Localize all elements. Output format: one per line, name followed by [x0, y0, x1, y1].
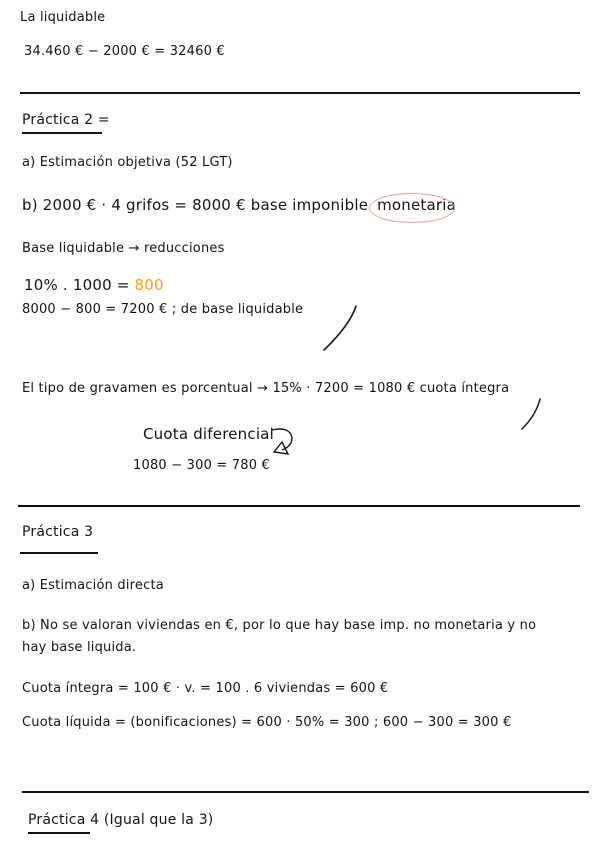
calc-10-percent-result: 800 [134, 276, 164, 294]
calc-10-percent-text: 10% . 1000 = [24, 276, 130, 294]
check-mark-2 [520, 395, 550, 435]
cuota-liquida-line: Cuota líquida = (bonificaciones) = 600 · 50% = 300 ; 600 − 300 = 300 € [22, 715, 512, 730]
practica-4-title: Práctica 4 (Igual que la 3) [28, 812, 214, 828]
highlight-oval [369, 193, 455, 223]
cuota-diferencial-calc: 1080 − 300 = 780 € [133, 458, 271, 473]
section-divider [22, 791, 589, 793]
practica-2-b-text: b) 2000 € · 4 grifos = 8000 € base imponible [22, 196, 369, 214]
cuota-integra-line: Cuota íntegra = 100 € · v. = 100 . 6 viviendas = 600 € [22, 681, 389, 696]
liquidable-calc: 34.460 € − 2000 € = 32460 € [24, 44, 225, 59]
practica-2-a: a) Estimación objetiva (52 LGT) [22, 155, 233, 170]
calc-10-percent [24, 276, 164, 294]
practica-3-b-line1: b) No se valoran viviendas en €, por lo que hay base imp. no monetaria y no [22, 618, 537, 633]
cuota-diferencial-label: Cuota diferencial [143, 425, 274, 443]
practica-3-b-line2: hay base liquida. [22, 640, 137, 655]
title-underline [20, 552, 98, 554]
liquidable-label: La liquidable [20, 10, 106, 25]
arrow-icon [270, 424, 302, 460]
calc-base-liquidable: 8000 − 800 = 7200 € ; de base liquidable [22, 302, 304, 317]
base-liquidable-line: Base liquidable → reducciones [22, 241, 225, 256]
title-underline [28, 832, 90, 834]
section-divider [18, 505, 580, 507]
title-underline [22, 132, 102, 134]
monetaria-text: monetaria [377, 196, 457, 214]
practica-2-title: Práctica 2 = [22, 112, 110, 128]
check-mark-1 [320, 300, 370, 355]
practica-3-title: Práctica 3 [22, 524, 94, 540]
tipo-gravamen-line: El tipo de gravamen es porcentual → 15% · 7200 = 1080 € cuota íntegra [22, 381, 510, 396]
practica-3-a: a) Estimación directa [22, 578, 164, 593]
section-divider [20, 92, 580, 94]
